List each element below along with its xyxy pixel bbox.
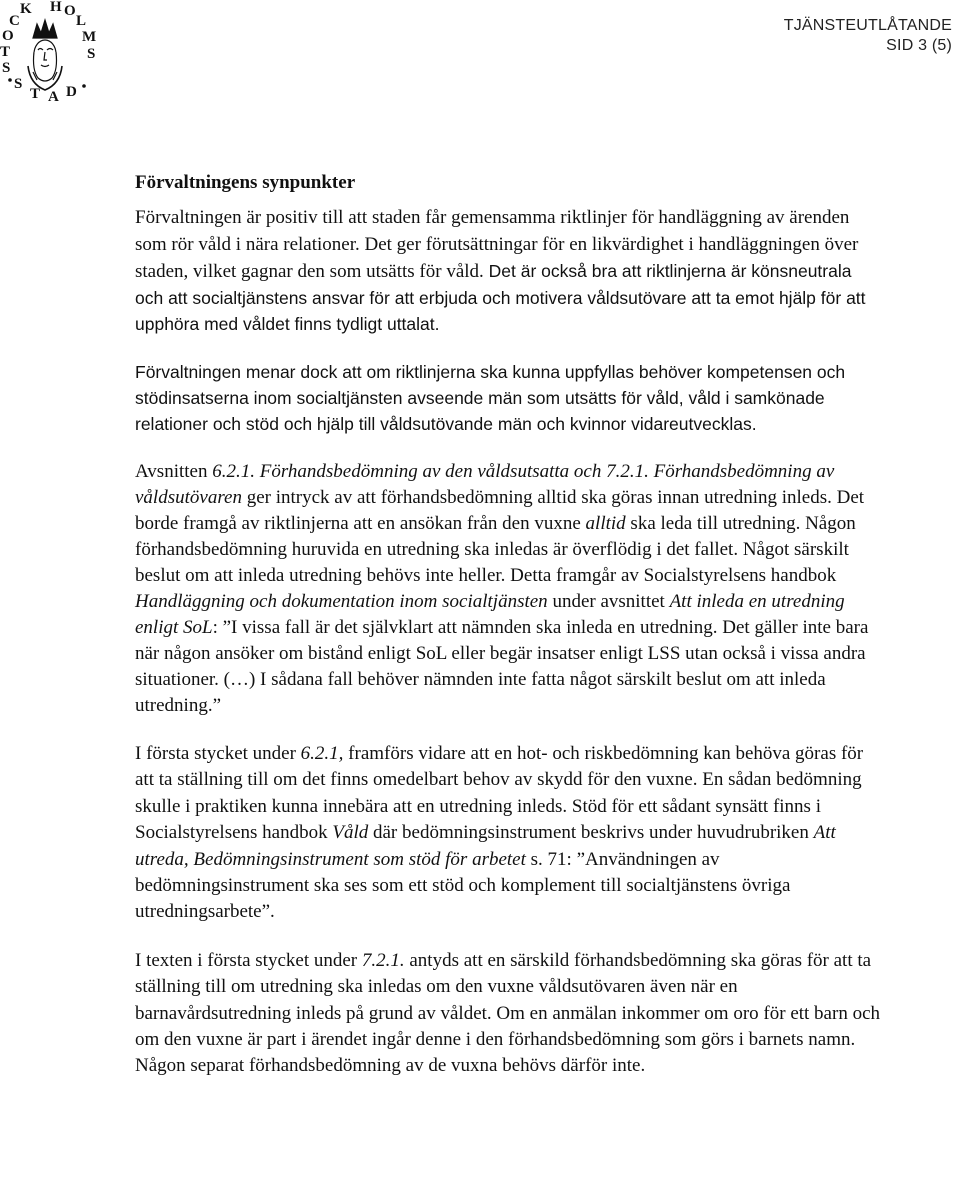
logo-letter: T <box>30 86 41 102</box>
paragraph-5 <box>135 948 880 1080</box>
logo-letter: O <box>2 28 14 44</box>
crowned-head-icon <box>28 20 62 90</box>
paragraph-1-serif: Förvaltningen är positiv till att staden får gemensamma riktlinjer för handläggning av ärenden som rör våld i nära relationer. Det ger förutsättningar för en likvärdighet i handläggningen över staden, vilket gagnar den som utsätts för våld. <box>135 207 859 282</box>
text-span: framförs vidare att en hot- och riskbedömning kan behöva göras för att ta ställning till om det finns omedelbart behov av skydd för den vuxne. En sådan bedömning skulle i praktiken kunna innebära att en utredning inleds. Stöd för ett sådant synsätt finns i Socialstyrelsens handbok <box>135 743 864 844</box>
quote: : ”I vissa fall är det självklart att nämnden ska inleda en utredning. Det gäller inte bara när någon ansöker om bistånd enligt SoL eller begär insatser enligt LSS utan också i vissa andra situationer. (…) I sådana fall behöver nämnden inte fatta något särskilt beslut om att inleda utredning.” <box>135 617 869 716</box>
book-title: Våld <box>332 822 369 844</box>
paragraph-1 <box>135 204 880 337</box>
text-span: ger intryck av att förhandsbedömning alltid ska göras innan utredning inleds. Det borde framgå av riktlinjerna att en ansökan från den vuxne <box>135 487 865 534</box>
document-body <box>135 172 880 1102</box>
text-span: I texten i första stycket under <box>135 949 362 971</box>
paragraph-3 <box>135 459 880 719</box>
text-span: I första stycket under <box>135 743 301 764</box>
logo-letter: C <box>9 13 20 29</box>
logo-letter: T <box>0 44 11 60</box>
document-header <box>784 16 952 56</box>
section-title: Att inleda en utredning enligt SoL <box>135 591 845 638</box>
logo-letter: K <box>20 1 32 17</box>
paragraph-1-sans: Det är också bra att riktlinjerna är könsneutrala och att socialtjänstens ansvar för att erbjuda och motivera våldsutövare att ta emot hjälp för att upphöra med våldet finns tydligt uttalat. <box>135 261 866 334</box>
document-type: TJÄNSTEUTLÅTANDE <box>783 17 952 34</box>
logo-letter: S <box>2 60 11 76</box>
stockholms-stad-logo <box>0 0 108 104</box>
section-reference: 6.2.1. Förhandsbedömning av den våldsutsatta och 7.2.1. Förhandsbedömning av våldsutövaren <box>135 461 835 508</box>
logo-letter: L <box>76 13 87 29</box>
logo-letter: S <box>87 46 96 62</box>
logo-letter: A <box>48 89 59 104</box>
emphasis: alltid <box>585 513 626 534</box>
logo-letter: S <box>14 76 23 92</box>
page-indicator: SID 3 (5) <box>886 37 952 54</box>
text-span: under avsnittet <box>547 591 670 612</box>
logo-letter: O <box>64 3 76 19</box>
text-span: Avsnitten <box>135 461 213 482</box>
logo-letter: M <box>82 29 97 45</box>
text-span: ska leda till utredning. Någon förhandsbedömning huruvida en utredning ska inledas är överflödig i det fallet. Något särskilt beslut om att inleda utredning behövs inte heller. Detta framgår av Socialstyrelsens handbok <box>135 513 856 586</box>
section-heading: Förvaltningens synpunkter <box>135 172 356 193</box>
section-reference: 7.2.1. <box>361 949 405 971</box>
quote: s. 71: ”Användningen av bedömningsinstrument ska ses som ett stöd och komplement till socialtjänstens övriga utredningsarbete”. <box>135 848 791 923</box>
section-title: Att utreda, Bedömningsinstrument som stöd för arbetet <box>135 822 836 870</box>
logo-letter: H <box>50 0 62 15</box>
text-span: antyds att en särskild förhandsbedömning ska göras för att ta ställning till om utredning ska inledas om den vuxne våldsutövaren även när en barnavårdsutredning inleds på grund av våldet. Om en anmälan inkommer om oro för ett barn och om den vuxne är part i ärendet ingår denne i den förhandsbedömning som görs i barnets namn. Någon separat förhandsbedömning av de vuxna behövs därför inte. <box>135 949 880 1077</box>
paragraph-4 <box>135 741 880 926</box>
section-reference: 6.2.1, <box>300 743 344 764</box>
book-title: Handläggning och dokumentation inom socialtjänsten <box>135 591 548 612</box>
logo-letter: D <box>66 84 77 100</box>
paragraph-2: Förvaltningen menar dock att om riktlinjerna ska kunna uppfyllas behöver kompetensen och stödinsatserna inom socialtjänsten avseende män som utsätts för våld, våld i samkönade relationer och stöd och hjälp till våldsutövande män och kvinnor vidareutvecklas. <box>135 362 846 434</box>
text-span: där bedömningsinstrument beskrivs under huvudrubriken <box>368 822 814 844</box>
